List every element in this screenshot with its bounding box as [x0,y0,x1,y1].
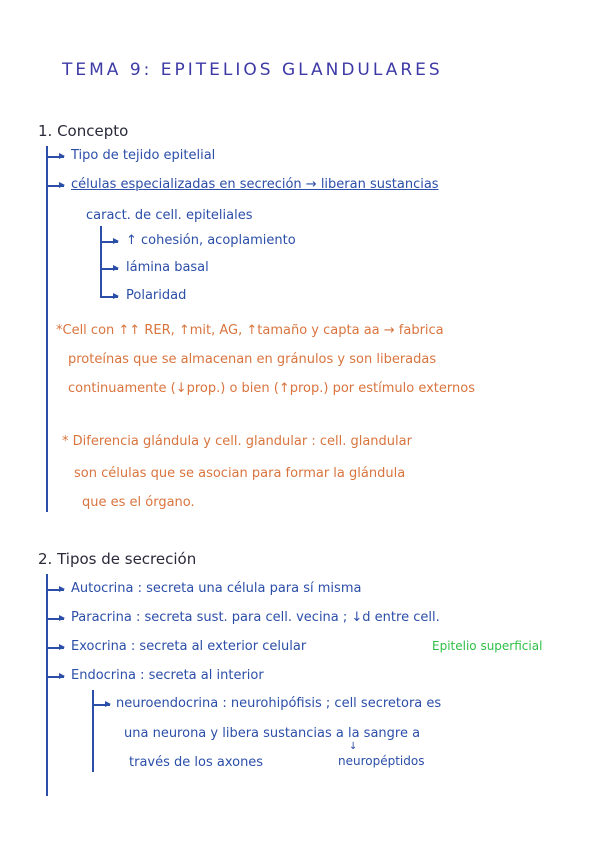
section-1-bracket [46,146,48,512]
arrow-icon [100,268,118,270]
note-2-line-3: que es el órgano. [82,495,195,510]
arrow-icon [46,676,64,678]
type-exocrina: Exocrina : secreta al exterior celular [71,639,307,654]
arrow-icon [46,618,64,620]
type-autocrina: Autocrina : secreta una célula para sí misma [71,581,362,596]
section-1-heading: 1. Concepto [38,122,129,140]
concept-item-2: células especializadas en secreción → liberan sustancias [71,177,439,192]
neuropeptidos-note: neuropéptidos [338,754,425,768]
note-1-line-1: *Cell con ↑↑ RER, ↑mit, AG, ↑tamaño y capta aa → fabrica [56,323,444,338]
arrow-icon [46,185,64,187]
features-label: caract. de cell. epiteliales [86,208,253,223]
neuroendocrina-line-2: una neurona y libera sustancias a la sangre a [124,726,421,741]
features-bracket [100,226,102,298]
arrow-icon [46,589,64,591]
neuroendocrina-line-1: neuroendocrina : neurohipófisis ; cell secretora es [116,696,442,711]
feature-3: Polaridad [126,288,187,303]
exocrina-note: Epitelio superficial [432,639,543,653]
feature-2: lámina basal [126,260,209,275]
arrow-icon [100,241,118,243]
note-1-line-2: proteínas que se almacenan en gránulos y son liberadas [68,352,437,367]
feature-1: ↑ cohesión, acoplamiento [126,233,296,248]
note-2-line-1: * Diferencia glándula y cell. glandular : cell. glandular [62,434,412,449]
note-1-line-3: continuamente (↓prop.) o bien (↑prop.) por estímulo externos [68,381,475,396]
arrow-icon [46,647,64,649]
endocrina-bracket [92,690,94,772]
down-arrow-icon: ↓ [349,741,358,752]
section-2-heading: 2. Tipos de secreción [38,550,197,568]
type-endocrina: Endocrina : secreta al interior [71,668,264,683]
arrow-icon [46,156,64,158]
page-title: TEMA 9: EPITELIOS GLANDULARES [62,60,443,80]
section-2-bracket [46,574,48,796]
arrow-icon [100,296,118,298]
note-2-line-2: son células que se asocian para formar la glándula [74,466,406,481]
concept-item-1: Tipo de tejido epitelial [71,148,216,163]
arrow-icon [92,704,110,706]
neuroendocrina-line-3: través de los axones [129,755,264,770]
type-paracrina: Paracrina : secreta sust. para cell. vecina ; ↓d entre cell. [71,610,440,625]
